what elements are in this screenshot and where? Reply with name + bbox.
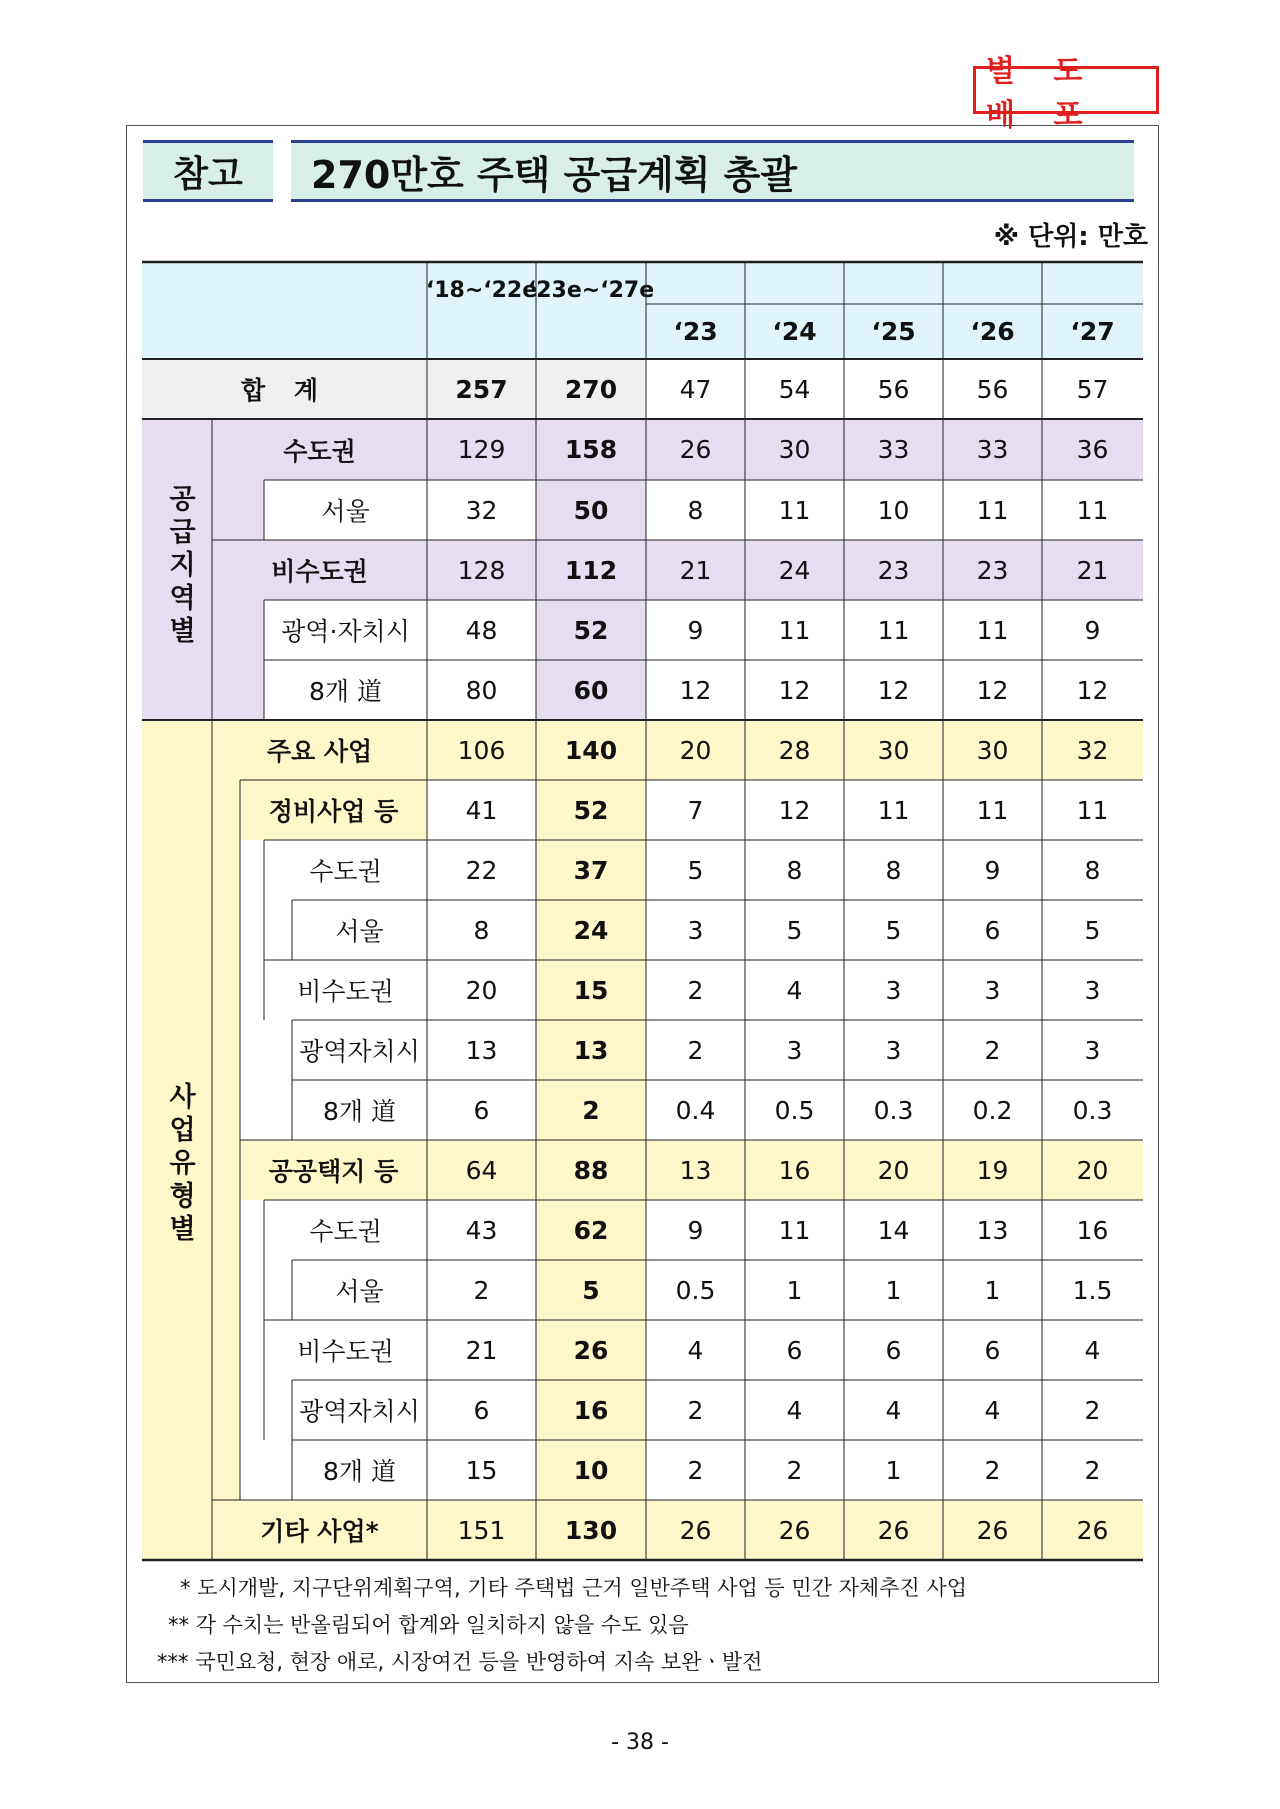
value-cell: 21 xyxy=(646,540,745,600)
value-cell: 26 xyxy=(646,419,745,480)
header-year-cell: ‘23 xyxy=(673,317,718,346)
value-cell: 106 xyxy=(427,720,536,780)
footnote: ** 각 수치는 반올림되어 합계와 일치하지 않을 수도 있음 xyxy=(168,1613,689,1637)
value-cell: 1 xyxy=(745,1260,844,1320)
value-cell: 20 xyxy=(1042,1140,1143,1200)
value-cell: 26 xyxy=(646,1500,745,1560)
value-cell: 22 xyxy=(427,840,536,900)
value-cell: 1 xyxy=(844,1440,943,1500)
value-cell: 41 xyxy=(427,780,536,840)
value-cell: 26 xyxy=(536,1320,646,1380)
value-cell: 270 xyxy=(536,359,646,419)
value-cell: 1 xyxy=(943,1260,1042,1320)
row-label: 수도권 xyxy=(264,1200,427,1260)
value-cell: 4 xyxy=(646,1320,745,1380)
value-cell: 60 xyxy=(536,660,646,720)
value-cell: 4 xyxy=(745,960,844,1020)
value-cell: 3 xyxy=(745,1020,844,1080)
row-label: 기타 사업* xyxy=(212,1500,427,1560)
row-label: 8개 道 xyxy=(264,660,427,720)
value-cell: 129 xyxy=(427,419,536,480)
value-cell: 9 xyxy=(943,840,1042,900)
value-cell: 19 xyxy=(943,1140,1042,1200)
value-cell: 2 xyxy=(943,1020,1042,1080)
value-cell: 26 xyxy=(745,1500,844,1560)
row-label: 공공택지 등 xyxy=(240,1140,427,1200)
value-cell: 2 xyxy=(646,1020,745,1080)
header-year-cell: ‘25 xyxy=(871,317,916,346)
value-cell: 2 xyxy=(646,960,745,1020)
value-cell: 1 xyxy=(844,1260,943,1320)
value-cell: 88 xyxy=(536,1140,646,1200)
value-cell: 16 xyxy=(1042,1200,1143,1260)
value-cell: 20 xyxy=(844,1140,943,1200)
value-cell: 9 xyxy=(646,600,745,660)
value-cell: 15 xyxy=(427,1440,536,1500)
value-cell: 2 xyxy=(943,1440,1042,1500)
value-cell: 2 xyxy=(427,1260,536,1320)
value-cell: 3 xyxy=(844,960,943,1020)
header-year-cell: ‘27 xyxy=(1070,317,1115,346)
value-cell: 11 xyxy=(1042,780,1143,840)
value-cell: 0.3 xyxy=(1042,1080,1143,1140)
section-tag: 참고 xyxy=(143,140,273,202)
value-cell: 10 xyxy=(844,480,943,540)
footnote: *** 국민요청, 현장 애로, 시장여건 등을 반영하여 지속 보완ㆍ발전 xyxy=(157,1650,763,1674)
footnote: * 도시개발, 지구단위계획구역, 기타 주택법 근거 일반주택 사업 등 민간 자체추진 사업 xyxy=(180,1576,968,1600)
value-cell: 11 xyxy=(745,1200,844,1260)
value-cell: 8 xyxy=(745,840,844,900)
value-cell: 0.5 xyxy=(646,1260,745,1320)
value-cell: 11 xyxy=(844,780,943,840)
value-cell: 0.2 xyxy=(943,1080,1042,1140)
value-cell: 3 xyxy=(943,960,1042,1020)
value-cell: 140 xyxy=(536,720,646,780)
value-cell: 2 xyxy=(536,1080,646,1140)
type-group-text: 사업유형별 xyxy=(164,1082,195,1247)
row-label: 서울 xyxy=(292,900,427,960)
value-cell: 5 xyxy=(844,900,943,960)
value-cell: 6 xyxy=(427,1380,536,1440)
value-cell: 4 xyxy=(943,1380,1042,1440)
value-cell: 9 xyxy=(646,1200,745,1260)
value-cell: 30 xyxy=(844,720,943,780)
value-cell: 56 xyxy=(943,359,1042,419)
value-cell: 32 xyxy=(1042,720,1143,780)
value-cell: 20 xyxy=(427,960,536,1020)
value-cell: 11 xyxy=(745,480,844,540)
value-cell: 3 xyxy=(1042,960,1143,1020)
header-period-cell: ‘18~‘22e xyxy=(425,277,538,303)
value-cell: 64 xyxy=(427,1140,536,1200)
value-cell: 11 xyxy=(745,600,844,660)
value-cell: 12 xyxy=(745,660,844,720)
value-cell: 21 xyxy=(1042,540,1143,600)
row-label: 8개 道 xyxy=(292,1440,427,1500)
value-cell: 33 xyxy=(844,419,943,480)
value-cell: 47 xyxy=(646,359,745,419)
region-group-text: 공급지역별 xyxy=(164,484,195,649)
value-cell: 2 xyxy=(1042,1380,1143,1440)
value-cell: 20 xyxy=(646,720,745,780)
value-cell: 11 xyxy=(844,600,943,660)
value-cell: 13 xyxy=(536,1020,646,1080)
value-cell: 151 xyxy=(427,1500,536,1560)
row-label: 광역자치시 xyxy=(292,1380,427,1440)
value-cell: 13 xyxy=(646,1140,745,1200)
value-cell: 52 xyxy=(536,600,646,660)
row-label: 광역자치시 xyxy=(292,1020,427,1080)
value-cell: 3 xyxy=(1042,1020,1143,1080)
value-cell: 62 xyxy=(536,1200,646,1260)
value-cell: 13 xyxy=(943,1200,1042,1260)
value-cell: 6 xyxy=(844,1320,943,1380)
value-cell: 5 xyxy=(536,1260,646,1320)
value-cell: 16 xyxy=(536,1380,646,1440)
value-cell: 24 xyxy=(745,540,844,600)
value-cell: 10 xyxy=(536,1440,646,1500)
value-cell: 6 xyxy=(745,1320,844,1380)
value-cell: 11 xyxy=(943,600,1042,660)
value-cell: 28 xyxy=(745,720,844,780)
distribution-stamp: 별 도 배 포 xyxy=(973,66,1159,114)
value-cell: 21 xyxy=(427,1320,536,1380)
value-cell: 8 xyxy=(1042,840,1143,900)
value-cell: 12 xyxy=(646,660,745,720)
value-cell: 257 xyxy=(427,359,536,419)
value-cell: 26 xyxy=(844,1500,943,1560)
value-cell: 13 xyxy=(427,1020,536,1080)
value-cell: 8 xyxy=(844,840,943,900)
value-cell: 6 xyxy=(943,1320,1042,1380)
value-cell: 12 xyxy=(943,660,1042,720)
value-cell: 57 xyxy=(1042,359,1143,419)
value-cell: 14 xyxy=(844,1200,943,1260)
row-label: 주요 사업 xyxy=(212,720,427,780)
value-cell: 80 xyxy=(427,660,536,720)
value-cell: 15 xyxy=(536,960,646,1020)
value-cell: 23 xyxy=(844,540,943,600)
value-cell: 12 xyxy=(844,660,943,720)
value-cell: 6 xyxy=(427,1080,536,1140)
value-cell: 33 xyxy=(943,419,1042,480)
value-cell: 8 xyxy=(427,900,536,960)
value-cell: 2 xyxy=(745,1440,844,1500)
value-cell: 112 xyxy=(536,540,646,600)
page-title: 270만호 주택 공급계획 총괄 xyxy=(291,140,1134,202)
value-cell: 11 xyxy=(1042,480,1143,540)
value-cell: 30 xyxy=(943,720,1042,780)
row-label: 광역·자치시 xyxy=(264,600,427,660)
unit-label: ※ 단위: 만호 xyxy=(993,222,1148,252)
value-cell: 48 xyxy=(427,600,536,660)
row-label: 수도권 xyxy=(212,419,427,480)
value-cell: 4 xyxy=(745,1380,844,1440)
value-cell: 32 xyxy=(427,480,536,540)
value-cell: 6 xyxy=(943,900,1042,960)
value-cell: 16 xyxy=(745,1140,844,1200)
value-cell: 23 xyxy=(943,540,1042,600)
page-number: - 38 - xyxy=(611,1730,669,1755)
value-cell: 0.5 xyxy=(745,1080,844,1140)
value-cell: 36 xyxy=(1042,419,1143,480)
value-cell: 11 xyxy=(943,480,1042,540)
row-label: 비수도권 xyxy=(264,1320,427,1380)
value-cell: 5 xyxy=(646,840,745,900)
value-cell: 2 xyxy=(646,1380,745,1440)
value-cell: 2 xyxy=(646,1440,745,1500)
value-cell: 0.4 xyxy=(646,1080,745,1140)
value-cell: 9 xyxy=(1042,600,1143,660)
value-cell: 37 xyxy=(536,840,646,900)
value-cell: 43 xyxy=(427,1200,536,1260)
value-cell: 4 xyxy=(1042,1320,1143,1380)
value-cell: 4 xyxy=(844,1380,943,1440)
value-cell: 30 xyxy=(745,419,844,480)
value-cell: 50 xyxy=(536,480,646,540)
value-cell: 0.3 xyxy=(844,1080,943,1140)
row-label: 비수도권 xyxy=(264,960,427,1020)
value-cell: 11 xyxy=(943,780,1042,840)
row-label: 정비사업 등 xyxy=(240,780,427,840)
row-label: 수도권 xyxy=(264,840,427,900)
value-cell: 5 xyxy=(745,900,844,960)
value-cell: 24 xyxy=(536,900,646,960)
value-cell: 12 xyxy=(1042,660,1143,720)
value-cell: 3 xyxy=(844,1020,943,1080)
value-cell: 52 xyxy=(536,780,646,840)
header-year-cell: ‘24 xyxy=(772,317,817,346)
value-cell: 12 xyxy=(745,780,844,840)
value-cell: 54 xyxy=(745,359,844,419)
value-cell: 26 xyxy=(943,1500,1042,1560)
value-cell: 1.5 xyxy=(1042,1260,1143,1320)
value-cell: 158 xyxy=(536,419,646,480)
header-period-cell: ‘23e~‘27e xyxy=(527,277,655,303)
value-cell: 3 xyxy=(646,900,745,960)
row-label: 합 계 xyxy=(142,359,427,419)
value-cell: 26 xyxy=(1042,1500,1143,1560)
row-label: 8개 道 xyxy=(292,1080,427,1140)
value-cell: 56 xyxy=(844,359,943,419)
value-cell: 2 xyxy=(1042,1440,1143,1500)
value-cell: 7 xyxy=(646,780,745,840)
value-cell: 8 xyxy=(646,480,745,540)
header-year-cell: ‘26 xyxy=(970,317,1015,346)
row-label: 서울 xyxy=(292,1260,427,1320)
row-label: 서울 xyxy=(264,480,427,540)
value-cell: 130 xyxy=(536,1500,646,1560)
value-cell: 5 xyxy=(1042,900,1143,960)
row-label: 비수도권 xyxy=(212,540,427,600)
value-cell: 128 xyxy=(427,540,536,600)
